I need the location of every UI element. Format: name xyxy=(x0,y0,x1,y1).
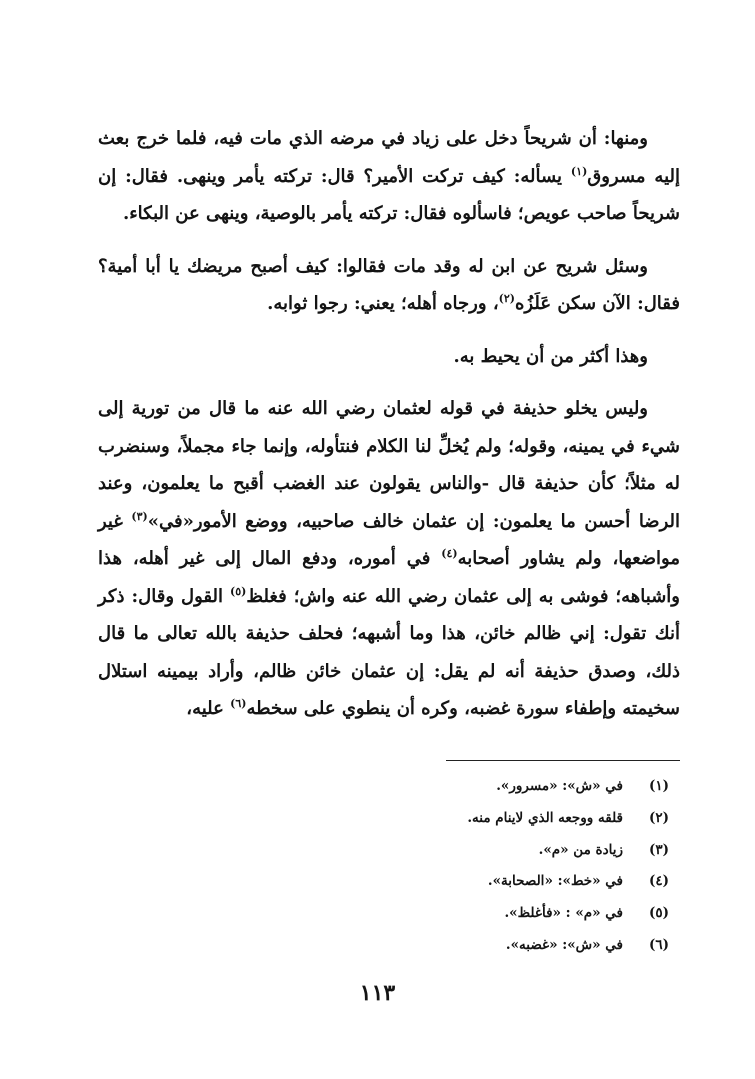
footnote-text: زيادة من «م». xyxy=(538,841,623,858)
paragraph-4 xyxy=(98,390,680,728)
footnote-number: (٤) xyxy=(648,873,669,890)
footnote-divider xyxy=(446,760,680,761)
paragraph-text: وليس يخلو حذيفة في قوله لعثمان رضي الله عنه ما قال من تورية إلى شيء في يمينه، وقوله؛ ولم يُخلِّ لنا الكلام فنتأوله، وإنما جاء مجملاً، وسنضرب له مثلاً؛ كأن حذيفة قال -والناس يقولون عند الغضب أقبح ما يعلمون، وعند الرضا أحسن ما يعلمون: إن عثمان خالف صاحبيه، ووضع الأمور«في» xyxy=(98,398,680,532)
paragraph-text: عليه، xyxy=(186,698,231,719)
footnote-ref[interactable]: (٦) xyxy=(230,697,247,710)
footnote-item xyxy=(149,898,669,930)
footnote-ref[interactable]: (٣) xyxy=(131,509,148,523)
paragraph-text: وهذا أكثر من أن يحيط به. xyxy=(453,345,648,367)
footnote-number: (٣) xyxy=(648,841,669,858)
footnote-item xyxy=(149,803,669,835)
paragraph-3 xyxy=(98,338,680,376)
paragraph-1 xyxy=(98,120,680,233)
paragraph-text: وسئل شريح عن ابن له وقد مات فقالوا: كيف أصبح مريضك يا أبا أمية؟ فقال: الآن سكن عَلَزُه xyxy=(98,255,680,314)
footnote-number: (٦) xyxy=(648,936,669,953)
paragraph-text: غير مواضعها، ولم يشاور أصحابه xyxy=(98,510,680,569)
footnote-item xyxy=(149,835,669,867)
footnote-ref[interactable]: (١) xyxy=(570,164,588,178)
footnote-ref[interactable]: (٥) xyxy=(230,584,247,598)
paragraph-text: القول وقال: ذكر أنك تقول: إني ظالم خائن، هذا وما أشبهه؛ فحلف حذيفة بالله تعالى ما قال ذلك، وصدق حذيفة أنه لم يقل: إن عثمان خائن ظالم، وأراد بيمينه استلال سخيمته وإطفاء سورة غضبه، وكره أن ينطوي على سخطه xyxy=(98,585,680,719)
page-number: ١١٣ xyxy=(359,980,396,1006)
footnote-ref[interactable]: (٤) xyxy=(441,547,458,560)
paragraph-text: يسأله: كيف تركت الأمير؟ قال: تركته يأمر وينهى. فقال: إن شريحاً صاحب عويص؛ فاسألوه فقال: تركته يأمر بالوصية، وينهى عن البكاء. xyxy=(98,165,680,224)
footnote-text: في «خط»: «الصحابة». xyxy=(487,873,623,890)
paragraph-text: في أموره، ودفع المال إلى غير أهله، هذا وأشباهه؛ فوشى به إلى عثمان رضي الله عنه واش؛ فغلظ xyxy=(98,548,680,607)
paragraph-text: ومنها: أن شريحاً دخل على زياد في مرضه الذي مات فيه، فلما خرج بعث إليه مسروق xyxy=(98,128,681,187)
footnote-item xyxy=(149,771,669,803)
footnote-number: (٥) xyxy=(648,905,669,922)
main-text xyxy=(98,120,680,728)
paragraph-text: ، ورجاه أهله؛ يعني: رجوا ثوابه. xyxy=(267,293,499,314)
footnotes xyxy=(149,771,669,962)
footnote-number: (١) xyxy=(648,778,669,794)
footnote-text: في «ش»: «مسرور». xyxy=(496,778,623,794)
footnote-text: قلقه ووجعه الذي لاينام منه. xyxy=(467,809,623,826)
footnote-number: (٢) xyxy=(648,809,669,826)
footnote-ref[interactable]: (٢) xyxy=(498,292,515,305)
footnote-text: في «ش»: «غضبه». xyxy=(505,936,623,953)
footnote-item xyxy=(149,866,669,898)
footnote-item xyxy=(149,930,669,962)
paragraph-2 xyxy=(98,248,680,323)
footnote-text: في «م» : «فأغلظ». xyxy=(504,905,623,922)
